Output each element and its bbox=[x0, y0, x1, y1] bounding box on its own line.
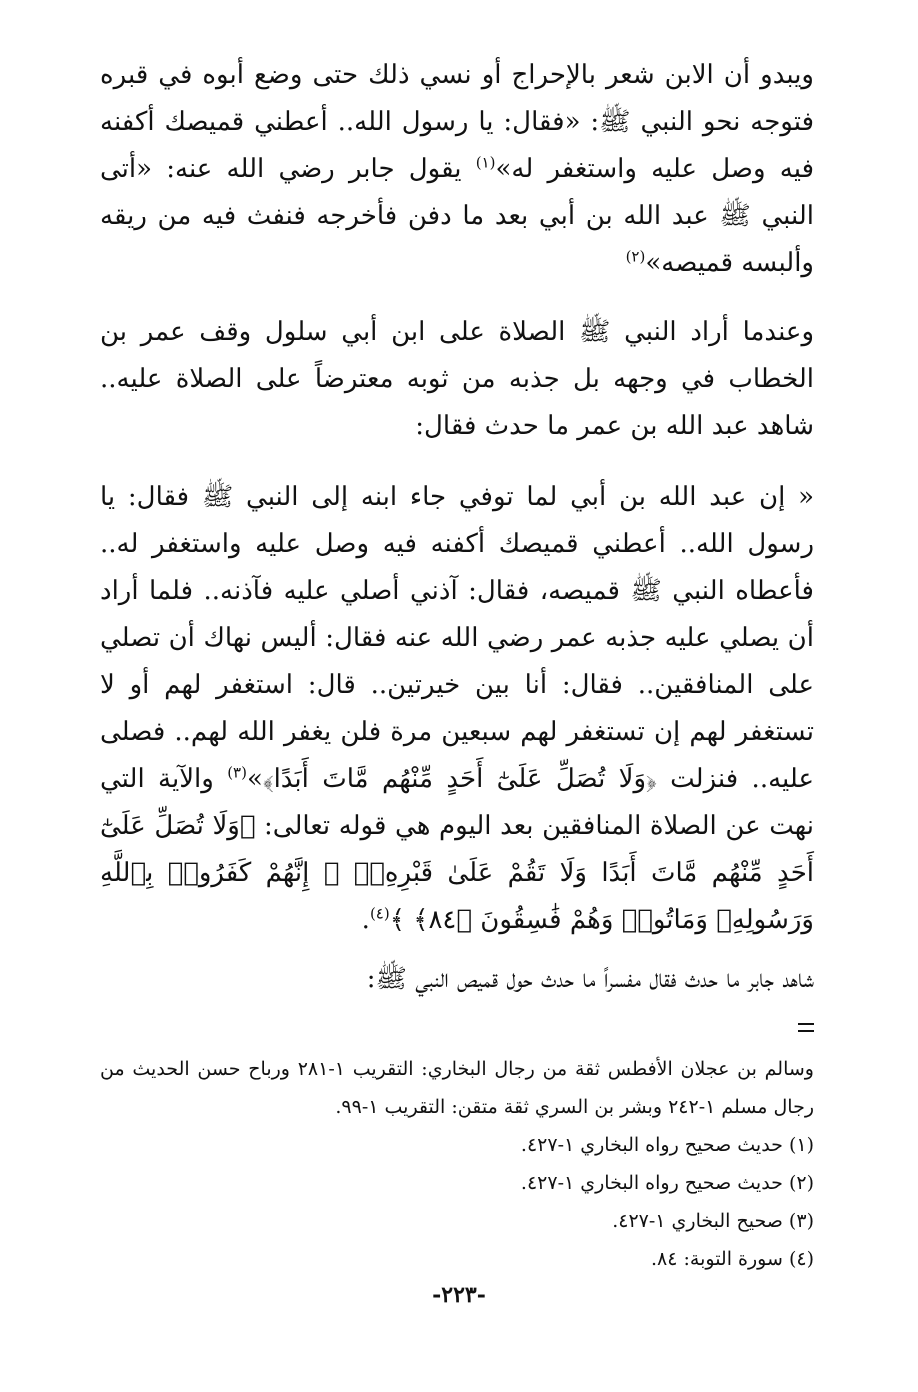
paragraph-3 bbox=[100, 474, 814, 944]
paragraph-1-text: ويبدو أن الابن شعر بالإحراج أو نسي ذلك حتى وضع أبوه في قبره فتوجه نحو النبي ﷺ: «فقال: يا رسول الله.. أعطني قميصك أكفنه فيه وصل عليه واستغفر له» bbox=[100, 60, 814, 184]
footnote-ref-2[interactable]: (٢) bbox=[625, 247, 646, 266]
footnote-ref-1[interactable]: (١) bbox=[475, 153, 496, 172]
paragraph-3-end: . bbox=[361, 905, 370, 935]
paragraph-1-text-b: يقول جابر رضي الله عنه: «أتى النبي ﷺ عبد الله بن أبي بعد ما دفن فأخرجه فنفث فيه من ريقه وألبسه قميصه» bbox=[100, 154, 814, 278]
paragraph-4: شاهد جابر ما حدث فقال مفسراً ما حدث حول قميص النبي ﷺ: bbox=[366, 964, 814, 994]
footnote-separator bbox=[798, 1023, 814, 1032]
paragraph-2: وعندما أراد النبي ﷺ الصلاة على ابن أبي سلول وقف عمر بن الخطاب في وجهه بل جذبه من ثوبه معترضاً على الصلاة عليه.. شاهد عبد الله بن عمر ما حدث فقال: bbox=[100, 317, 814, 441]
footnote-ref-3[interactable]: (٣) bbox=[227, 763, 247, 782]
paragraph-3-text: « إن عبد الله بن أبي لما توفي جاء ابنه إلى النبي ﷺ فقال: يا رسول الله.. أعطني قميصك أكفنه فيه وصل عليه واستغفر له.. فأعطاه النبي ﷺ قميصه، فقال: آذني أصلي عليه فآذنه.. فلما أراد أن يصلي عليه جذبه عمر رضي الله عنه فقال: أليس نهاك أن تصلي على المنافقين.. فقال: أنا بين خيرتين.. قال: استغفر لهم أو لا تستغفر لهم إن تستغفر لهم سبعين مرة فلن يغفر الله لهم.. فصلى عليه.. فنزلت ﴿وَلَا تُصَلِّ عَلَىٰٓ أَحَدٍ مِّنْهُم مَّاتَ أَبَدًا﴾» bbox=[100, 482, 814, 794]
footnote-continued: وسالم بن عجلان الأفطس ثقة من رجال البخاري: التقريب ١-٢٨١ ورباح حسن الحديث من رجال مسلم ١-٢٤٢ وبشر بن السري ثقة متقن: التقريب ١-٩٩. bbox=[100, 1058, 814, 1118]
footnote-1: (١) حديث صحيح رواه البخاري ١-٤٢٧. bbox=[520, 1134, 814, 1156]
paragraph-3-text-b: والآية التي نهت عن الصلاة المنافقين بعد اليوم هي قوله تعالى: ﴿وَلَا تُصَلِّ عَلَىٰٓ أَحَدٍ مِّنْهُم مَّاتَ أَبَدًا وَلَا تَقُمْ عَلَىٰ قَبْرِهِۦٓ ۖ إِنَّهُمْ كَفَرُوا۟ بِٱللَّهِ وَرَسُولِهِۦ وَمَاتُوا۟ وَهُمْ فَٰسِقُونَ ﴿٨٤﴾ ﴾ bbox=[100, 764, 814, 935]
footnote-2: (٢) حديث صحيح رواه البخاري ١-٤٢٧. bbox=[520, 1172, 814, 1194]
footnote-3: (٣) صحيح البخاري ١-٤٢٧. bbox=[612, 1210, 814, 1232]
footnotes bbox=[100, 1050, 814, 1278]
footnote-ref-4[interactable]: (٤) bbox=[369, 904, 390, 923]
page-number: -٢٢٣- bbox=[432, 1282, 486, 1308]
footnote-4: (٤) سورة التوبة: ٨٤. bbox=[651, 1248, 814, 1270]
paragraph-1 bbox=[100, 52, 814, 287]
